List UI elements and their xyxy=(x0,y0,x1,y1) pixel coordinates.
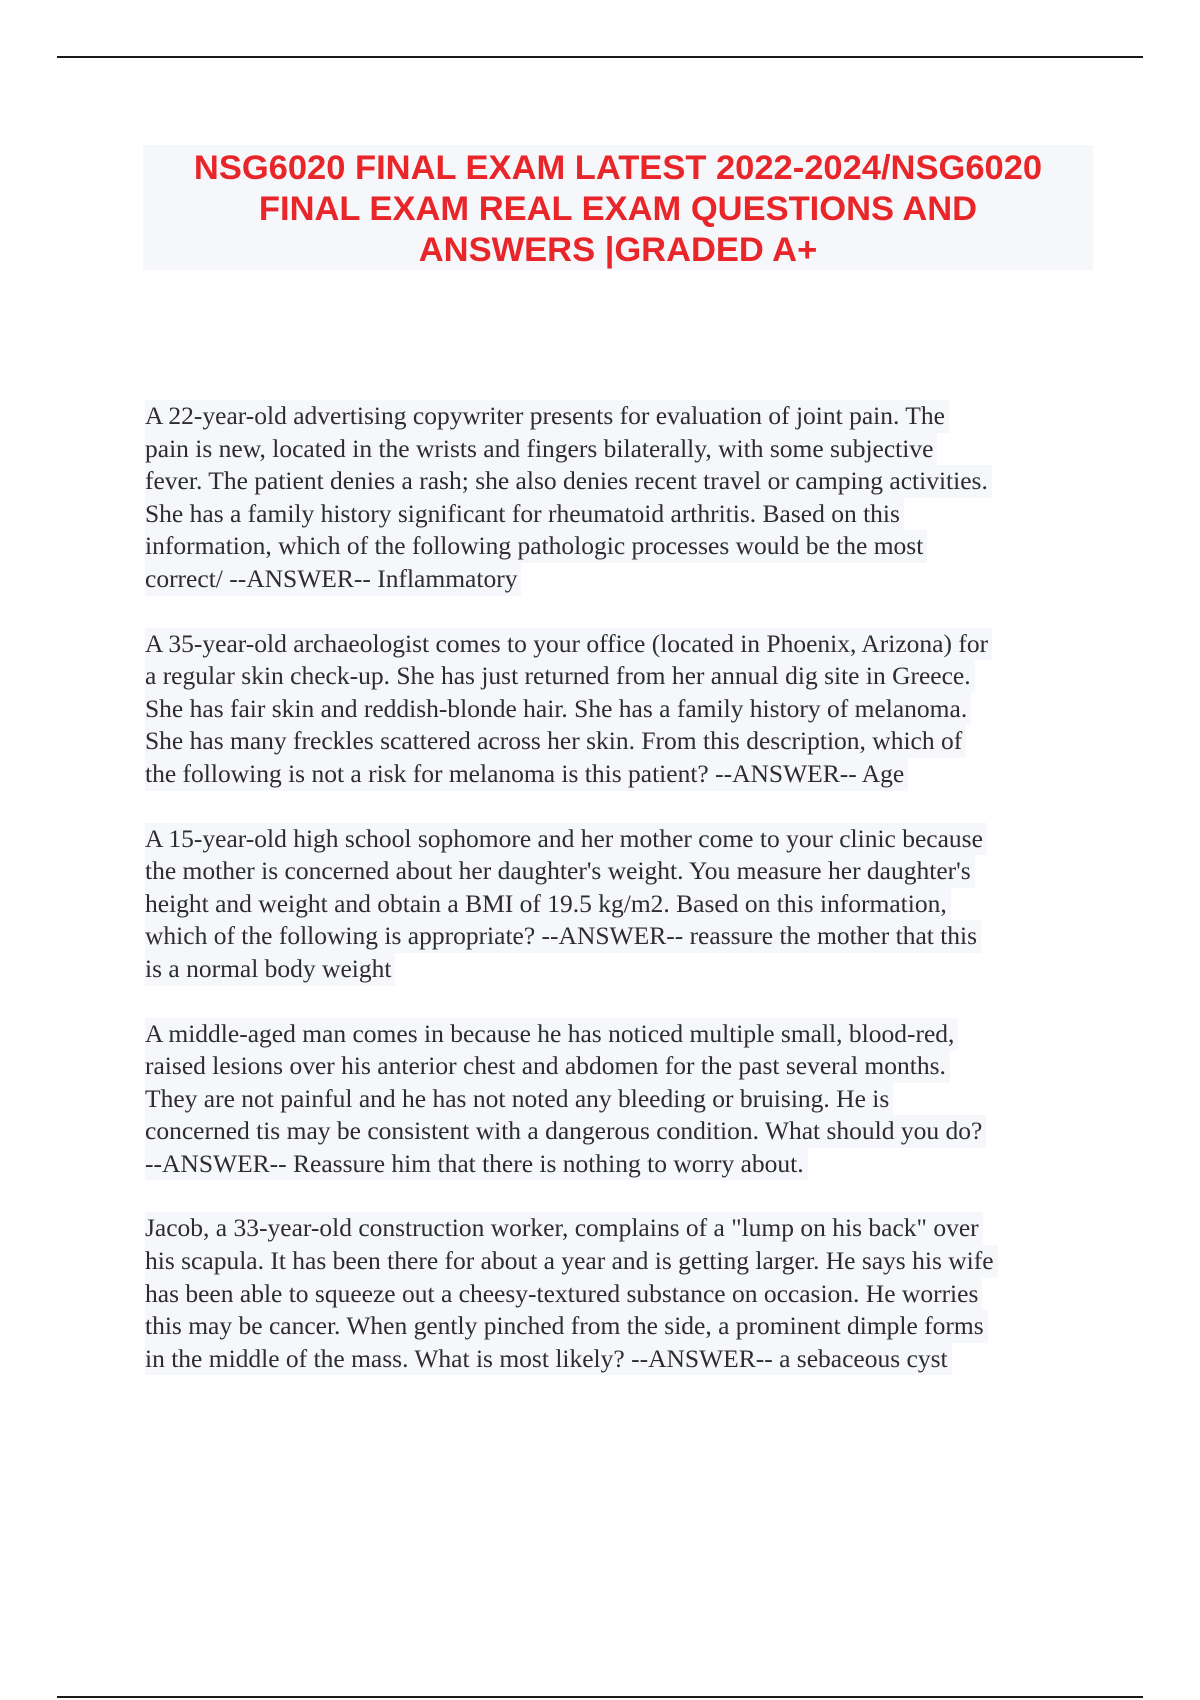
question-line: has been able to squeeze out a cheesy-textured substance on occasion. He worries xyxy=(145,1278,982,1311)
question-line: which of the following is appropriate? --ANSWER-- reassure the mother that this xyxy=(145,920,981,953)
question-line: A middle-aged man comes in because he has noticed multiple small, blood-red, xyxy=(145,1018,958,1051)
question-line: Jacob, a 33-year-old construction worker, complains of a "lump on his back" over xyxy=(145,1212,983,1245)
question-paragraph xyxy=(145,1018,1095,1181)
question-paragraph xyxy=(145,400,1095,596)
question-line: information, which of the following pathologic processes would be the most xyxy=(145,530,927,563)
title-line: ANSWERS |GRADED A+ xyxy=(418,231,818,269)
question-line: correct/ --ANSWER-- Inflammatory xyxy=(145,563,521,596)
question-line: A 35-year-old archaeologist comes to your office (located in Phoenix, Arizona) for xyxy=(145,628,992,661)
title-line: NSG6020 FINAL EXAM LATEST 2022-2024/NSG6020 xyxy=(193,149,1043,187)
question-line: is a normal body weight xyxy=(145,953,395,986)
question-line: raised lesions over his anterior chest and abdomen for the past several months. xyxy=(145,1050,950,1083)
question-line: fever. The patient denies a rash; she also denies recent travel or camping activities. xyxy=(145,465,992,498)
question-line: She has a family history significant for rheumatoid arthritis. Based on this xyxy=(145,498,904,531)
top-divider xyxy=(57,56,1143,58)
question-line: They are not painful and he has not noted any bleeding or bruising. He is xyxy=(145,1083,893,1116)
question-line: height and weight and obtain a BMI of 19.5 kg/m2. Based on this information, xyxy=(145,888,951,921)
question-line: She has many freckles scattered across her skin. From this description, which of xyxy=(145,725,966,758)
document-title xyxy=(143,145,1093,270)
question-line: A 15-year-old high school sophomore and her mother come to your clinic because xyxy=(145,823,987,856)
question-paragraph xyxy=(145,1212,1095,1375)
question-line: She has fair skin and reddish-blonde hair. She has a family history of melanoma. xyxy=(145,693,971,726)
question-line: --ANSWER-- Reassure him that there is nothing to worry about. xyxy=(145,1148,808,1181)
question-line: this may be cancer. When gently pinched from the side, a prominent dimple forms xyxy=(145,1310,988,1343)
question-paragraph xyxy=(145,823,1095,986)
questions-list xyxy=(145,400,1095,1407)
title-line: FINAL EXAM REAL EXAM QUESTIONS AND xyxy=(258,190,978,228)
question-line: pain is new, located in the wrists and fingers bilaterally, with some subjective xyxy=(145,433,937,466)
question-line: in the middle of the mass. What is most likely? --ANSWER-- a sebaceous cyst xyxy=(145,1343,952,1376)
question-line: the following is not a risk for melanoma is this patient? --ANSWER-- Age xyxy=(145,758,908,791)
question-line: his scapula. It has been there for about a year and is getting larger. He says his wife xyxy=(145,1245,998,1278)
question-line: A 22-year-old advertising copywriter presents for evaluation of joint pain. The xyxy=(145,400,949,433)
bottom-divider xyxy=(57,1696,1143,1698)
question-paragraph xyxy=(145,628,1095,791)
question-line: a regular skin check-up. She has just returned from her annual dig site in Greece. xyxy=(145,660,975,693)
question-line: the mother is concerned about her daughter's weight. You measure her daughter's xyxy=(145,855,975,888)
question-line: concerned tis may be consistent with a dangerous condition. What should you do? xyxy=(145,1115,986,1148)
